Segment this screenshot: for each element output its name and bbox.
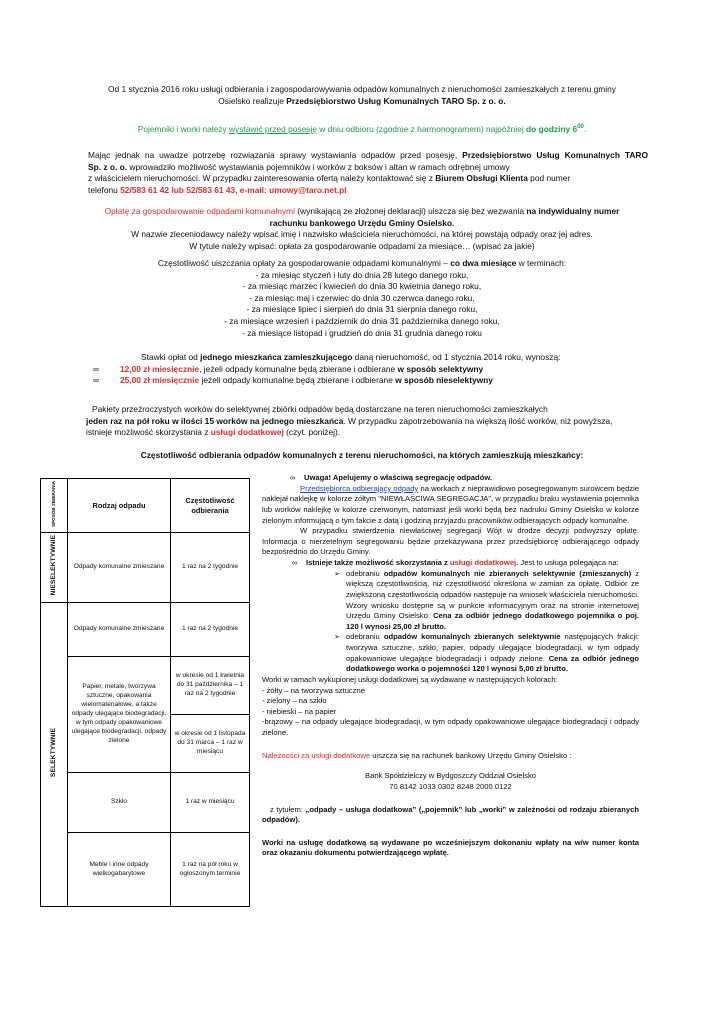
contact-phone-email[interactable]: 52/583 61 42 lub 52/583 61 43, e-mail: umowy@taro.net.pl (120, 184, 347, 195)
collection-frequency-table (40, 478, 250, 907)
bags-d: istnieje możliwość skorzystania z (86, 427, 211, 438)
table-row (41, 773, 250, 833)
transfer-title-a: z tytułem: (270, 804, 306, 814)
green-e: . (583, 123, 587, 134)
bag-colors-lead: Worki w ramach wykupionej usługi dodatkowej są wydawane w następujących kolorach: (262, 674, 558, 684)
freq-lead-a: Częstotliwość uiszczania opłaty za gospodarowanie odpadami komunalnymi – (157, 258, 451, 268)
p2-g: pod numer (527, 173, 571, 184)
p2-e: z właścicielem nieruchomości. W przypadku zainteresowania ofertą należy kontaktować się z (88, 173, 436, 184)
infinity-bullet-icon: ∞ (292, 558, 298, 567)
rates-lead-c: daną nieruchomość, od 1 stycznia 2014 roku, wynoszą: (352, 352, 561, 362)
freq-item: - za miesiące listopad i grudzień do dnia 31 grudnia danego roku (242, 327, 482, 338)
p2-a: Mając jednak na uwadze potrzebę rozwiązania sprawy wystawiania odpadów przed posesję, (88, 150, 463, 160)
bags-f: (czyt. poniżej). (283, 427, 341, 438)
waste-type: Odpady komunalne zmieszane (68, 603, 171, 657)
bags-info (86, 404, 686, 439)
payment-info (40, 206, 684, 252)
fees-text: uiszcza się na rachunek bankowy Urzędu Gminy Osielsko : (370, 750, 572, 760)
pay-d: rachunku bankowego Urzędu Gminy Osielsko. (269, 217, 455, 228)
table-row (41, 603, 250, 657)
freq-item: - za miesiąc styczeń i luty do dnia 28 lutego danego roku, (255, 269, 469, 280)
freq-lead-c: w terminach: (516, 258, 567, 268)
header-type: Rodzaj odpadu (68, 479, 171, 533)
bank-account: 70 8142 1033 0302 8248 2000 0122 (389, 781, 512, 791)
bags-a: Pakiety przeźroczystych worków do selektywnej zbiórki odpadów będą dostarczane na teren nieruchomości zamieszkałych (92, 404, 548, 414)
freq-item: - za miesiące lipiec i sierpień do dnia 31 sierpnia danego roku, (246, 304, 478, 315)
pay-f: W tytule należy wpisać: opłata za gospodarowanie odpadami za miesiące… (wpisać za jakie) (189, 240, 535, 251)
rate-selective: 12,00 zł miesięcznie (120, 363, 200, 374)
bag-color-item: - niebieski – na papier (262, 706, 337, 716)
right-column (262, 473, 639, 859)
extra-service-label: usługi dodatkowej (449, 558, 517, 567)
p2-h: telefonu (88, 184, 121, 195)
warning-text: na workach z nieprawidłowo posegregowanym surowcem będzie naklejał naklejkę w kolorze żółtym "NIEWŁAŚCIWA SEGREGACJA", w przypadku braku wystawienia pojemnika lub worków naklejkę w kolorze czerwonym, natomiast jeśli worki będą bez nadruku Gminy Osielsko w kolorze zielonym informującą o tym fakcie z datą i godziną przyjazdu pracowników odbierających odpady komunalne. (262, 483, 639, 525)
freq-lead-b: co dwa miesiące (450, 258, 517, 268)
group-nonselective: NIESELEKTYWNIE (41, 533, 68, 603)
infinity-bullet-icon: ∞ (290, 473, 296, 482)
infinity-bullet-icon: ∞ (93, 363, 99, 374)
pay-e: W nazwie zleceniodawcy należy wpisać imię i nazwisko właściciela nieruchomości, na której powstają odpady oraz jej adres. (131, 229, 593, 240)
price-container: Cena za odbiór jednego dodatkowego pojemnika o poj. 120 l wynosi 25,00 zł brutto. (346, 611, 640, 631)
group-selective: SELEKTYWNIE (41, 603, 68, 907)
waste-frequency-summer: w okresie od 1 kwietnia do 31 października – 1 raz na 2 tygodnie (171, 657, 250, 715)
rates-lead-a: Stawki opłat od (141, 352, 201, 362)
rate-1-mode: w sposób selektywny (397, 363, 484, 374)
rate-2-mode: w sposób nieselektywny (395, 375, 493, 386)
table-row (41, 657, 250, 715)
intro-line-1: Od 1 stycznia 2016 roku usługi odbierania i zagospodarowywania odpadów komunalnych z nieruchomości zamieszkałych z terenu gminy (108, 84, 616, 94)
p2-b: Przedsiębiorstwo Usług Komunalnych TARO (462, 150, 648, 160)
waste-type: Papier, metale, tworzywa sztuczne, opakowania wielomateriałowe, a także odpady ulegające biodegradacji, w tym odpady opakowaniowe ulegające biodegradacji, odpady zielone (68, 657, 171, 773)
header-method: SPOSÓB ZBIERANIA (41, 479, 68, 533)
green-notice (40, 123, 684, 135)
intro (40, 84, 684, 107)
bags-extra-service: usługi dodatkowej (210, 427, 284, 438)
bag-color-item: - żółty – na tworzywa sztuczne (262, 685, 365, 695)
contact-paragraph (88, 150, 648, 196)
payment-frequency (40, 258, 684, 339)
bag-color-item: -brązowy – na odpady ulegające biodegradacji, w tym odpady opakowaniowe ulegające biodegradacji i odpady zielone. (262, 717, 639, 737)
green-d: do godziny 6 (526, 123, 578, 134)
table-row (41, 833, 250, 907)
wrong-segregation-info: W przypadku stwierdzenia niewłaściwej segregacji Wójt w drodze decyzji podwyższy opłatę. Informacja o nierzetelnym segregowaniu będzie przekazywana przez przedsiębiorcę odbierającego odpady bezpośrednio do Urzędu Gminy. (262, 526, 639, 557)
waste-type: Meble i inne odpady wielkogabarytowe (68, 833, 171, 907)
green-c: w dniu odbioru (zgodnie z harmonogramem) najpóźniej (316, 123, 527, 134)
fees-label: Należności za usługi dodatkowe (262, 750, 371, 760)
rate-1-text: , jeżeli odpady komunalne będą zbierane i odbierane (199, 363, 398, 374)
waste-frequency: 1 raz w miesiącu (171, 773, 250, 833)
bags-b: jeden raz na pół roku w ilości 15 worków na jednego mieszkańca (86, 415, 344, 426)
waste-frequency-winter: w okresie od 1 listopada do 31 marca – 1 raz w miesiącu (171, 715, 250, 773)
p2-c: Sp. z o. o. (88, 161, 128, 172)
waste-frequency: 1 raz na pół roku w ogłoszonym terminie (171, 833, 250, 907)
freq-item: - za miesiąc maj i czerwiec do dnia 30 czerwca danego roku, (249, 292, 475, 303)
final-note: Worki na usługę dodatkową są wydawane po wcześniejszym dokonaniu wpłaty na w/w numer konta oraz okazaniu dokumentu potwierdzającego wpłatę. (262, 837, 639, 858)
bank-name: Bank Spółdzielczy w Bydgoszczy Oddział Osielsko (365, 771, 536, 781)
waste-frequency: 1 raz na 2 tygodnie (171, 533, 250, 603)
waste-frequency: 1 raz na 2 tygodnie (171, 603, 250, 657)
arrow-bullet-icon: ➢ (334, 632, 341, 642)
bag-color-item: - zielony – na szkło (262, 696, 327, 706)
extra-c: . Jest to usługa polegająca na: (516, 558, 619, 567)
green-a: Pojemniki i worki należy (137, 123, 229, 134)
waste-type: Odpady komunalne zmieszane (68, 533, 171, 603)
service-item-1: ➢ odebraniu odpadów komunalnych nie zbieranych selektywnie (zmieszanych) z większą częstotliwością, niż częstotliwość określona w zamian za opłatę. Odbiór ze zwiększoną częstotliwością odpadów następuje na wniosek właściciela nieruchomości. Wzory wniosku dostępne są w punkcie informacyjnym oraz na stronie internetowej Urzędu Gminy Osielsko. Cena za odbiór jednego dodatkowego pojemnika o poj. 120 l wynosi 25,00 zł brutto. (334, 568, 640, 631)
extra-a: Istnieje także możliwość skorzystania z (306, 558, 450, 567)
pay-a: Opłatę za gospodarowanie odpadami komunalnymi (104, 206, 295, 216)
rates (93, 352, 693, 387)
warning-title: Uwaga! Apelujemy o właściwą segregację odpadów. (304, 473, 493, 482)
waste-type: Szkło (68, 773, 171, 833)
p2-d: wprowadziło możliwość wystawiania pojemników i worków z boksów i altan w ramach odrębnej umowy (127, 161, 510, 172)
green-b: wystawić przed posesję (229, 123, 317, 134)
collector-link[interactable]: Przedsiębiorca odbierający odpady (300, 483, 419, 493)
green-sup: 00 (577, 124, 584, 130)
intro-line-2 (40, 96, 684, 108)
freq-item: - za miesiące wrzesień i październik do dnia 31 października danego roku, (224, 315, 500, 326)
service-item-2: ➢ odebraniu odpadów komunalnych zbieranych selektywnie następujących frakcji: tworzywa sztuczne, szkło, papier, odpady ulegające biodegradacji, w tym odpady opakowaniowe ulegające biodegradacji i odpady zielone. Cena za odbiór jednego dodatkowego worka o pojemności 120 l wynosi 5,00 zł brutto. (334, 632, 640, 674)
p2-f: Biurem Obsługi Klienta (435, 173, 528, 184)
arrow-bullet-icon: ➢ (334, 568, 341, 578)
price-bag: Cena za odbiór jednego dodatkowego worka o pojemności 120 l wynosi 5,00 zł brutto. (346, 653, 639, 674)
pay-b: (wynikającą ze złożonej deklaracji) uiszcza się bez wezwania (295, 206, 527, 216)
bags-c: . W przypadku zapotrzebowania na większą ilość worków, niż powyższa, (343, 415, 613, 426)
table-row (41, 533, 250, 603)
header-frequency: Częstotliwość odbierania (171, 479, 250, 533)
rate-2-text: jeżeli odpady komunalne będą zbierane i odbierane (199, 375, 396, 386)
transfer-title-b: „odpady – usługa dodatkowa” („pojemnik” lub „worki” w zależności od rodzaju zbieranych odpadów). (262, 804, 639, 825)
rate-nonselective: 25,00 zł miesięcznie (120, 375, 200, 386)
freq-item: - za miesiąc marzec i kwiecień do dnia 30 kwietnia danego roku, (242, 281, 482, 292)
table-header-row (41, 479, 250, 533)
pay-c: na indywidualny numer (526, 206, 620, 216)
rates-lead-b: jednego mieszkańca zamieszkującego (200, 352, 353, 362)
section-title: Częstotliwość odbierania odpadów komunalnych z terenu nieruchomości, na których zamieszkują mieszkańcy: (140, 450, 584, 460)
infinity-bullet-icon: ∞ (93, 375, 99, 386)
company-name: Przedsiębiorstwo Usług Komunalnych TARO Sp. z o. o. (286, 95, 506, 106)
intro-text: Osielsko realizuje (218, 95, 287, 106)
